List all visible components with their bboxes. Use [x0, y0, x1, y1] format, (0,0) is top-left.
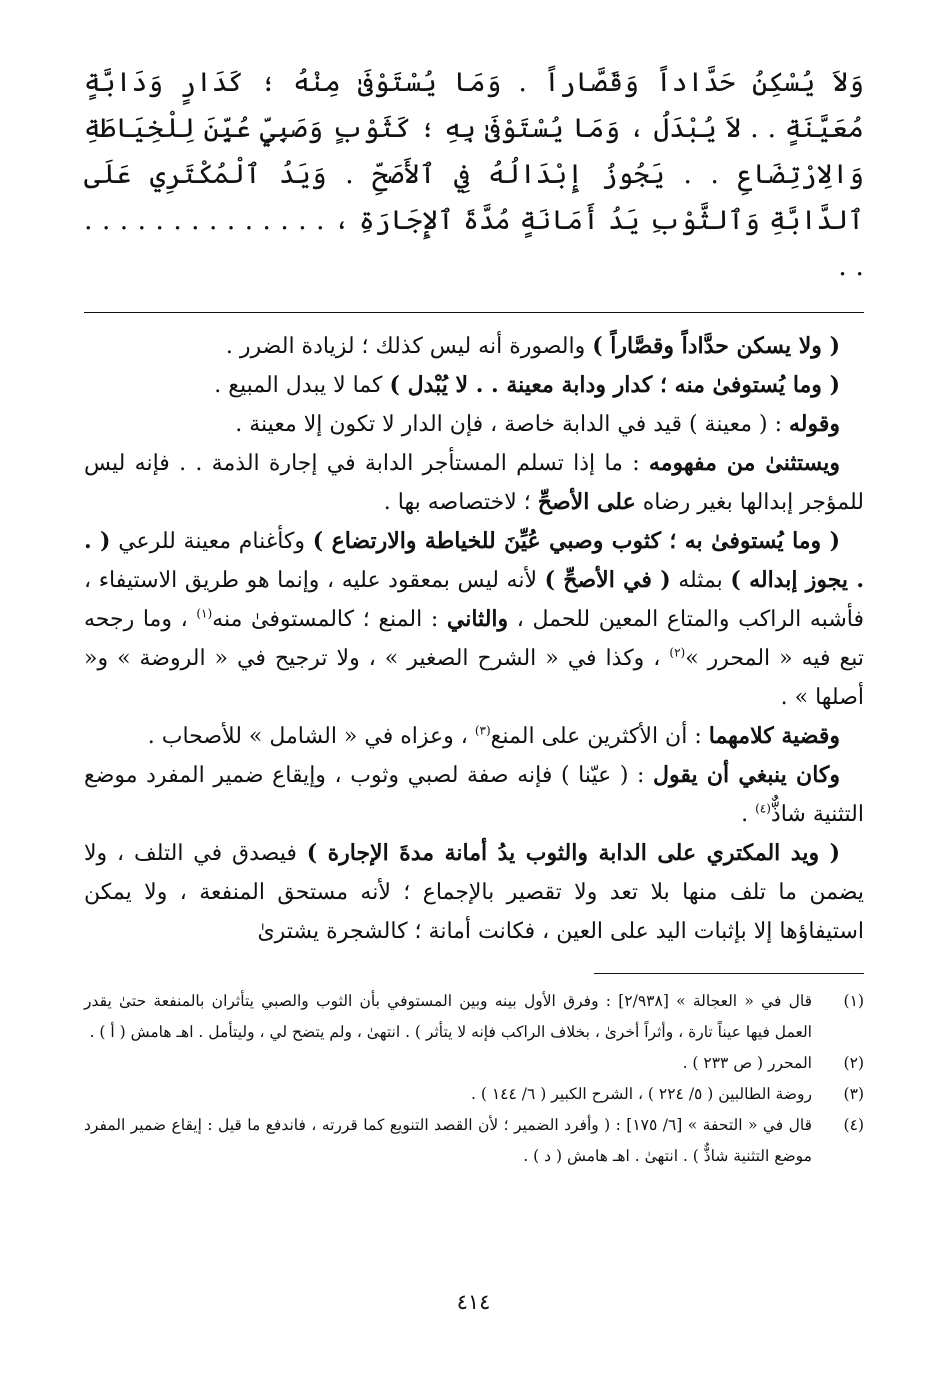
- commentary-text: وكأغنام معينة للرعي: [110, 529, 313, 554]
- footnote-text: قال في « العجالة » [٢/٩٣٨] : وفرق الأول بينه وبين المستوفي بأن الثوب والصبي يتأثران بالمنفعة حتىٰ يقدر العمل فيها عيناً تارة ، وأثراً أخرىٰ ، بخلاف الراكب فإنه لا يتأثر ) . انتهىٰ ، ولم يتضح لي ، وليتأمل . اهـ هامش ( أ ) .: [84, 992, 813, 1041]
- bold-quote: ( وما يُستوفىٰ به ؛ كثوب وصبي عُيِّنَ للخياطة والارتضاع ): [312, 528, 840, 554]
- footnote-separator: [594, 973, 864, 974]
- footnote-ref[interactable]: (٢): [669, 645, 686, 660]
- commentary-text: بمثله: [670, 568, 731, 593]
- bold-quote: وكان ينبغي أن يقول: [653, 762, 841, 788]
- commentary-text: والصورة أنه ليس كذلك ؛ لزيادة الضرر .: [225, 334, 593, 359]
- bold-quote: ( في الأصحِّ ): [544, 567, 671, 593]
- commentary-text: ، وما رجحه تبع فيه « المحرر »: [84, 607, 865, 671]
- bold-quote: على الأصحِّ: [537, 489, 636, 515]
- commentary: [84, 327, 864, 951]
- footnotes: [84, 986, 864, 1172]
- footnote-text: قال في « التحفة » [٦/ ١٧٥] : ( وأفرد الضمير ؛ لأن القصد التنويع كما قررته ، فاندفع ما قيل : إيقاع ضمير المفرد موضع التثنية شاذٌّ ) . انتهىٰ . اهـ هامش ( د ) .: [84, 1116, 813, 1165]
- footnote-ref[interactable]: (٣): [474, 723, 491, 738]
- footnote-text: المحرر ( ص ٢٣٣ ) .: [682, 1054, 812, 1072]
- commentary-paragraph: [84, 366, 864, 405]
- commentary-text: كما لا يبدل المبيع .: [214, 373, 390, 398]
- commentary-text: : ما إذا تسلم المستأجر الدابة في إجارة الذمة . . فإنه ليس للمؤجر إبدالها بغير رضاه: [84, 451, 864, 515]
- bold-quote: وقضية كلامهما: [708, 723, 840, 749]
- commentary-paragraph: [84, 405, 864, 444]
- matn-line: وَلاَ يُسْكِنُ حَدَّاداً وَقَصَّاراً . وَمَا يُسْتَوْفَىٰ مِنْهُ ؛ كَدَارٍ وَدَابَّةٍ مُعَيَّنَةٍ . . لاَ يُبْدَلُ ، وَمَا يُسْتَوْفَىٰ بِهِ ؛ كَثَوْبٍ وَصَبِيٍّ عُيِّنَ لِلْخِيَاطَةِ وَالِارْتِضَاعِ . . يَجُوزُ إِبْدَالُهُ فِي ٱلأَصَحِّ . وَيَدُ ٱلْمُكْتَرِي عَلَى ٱلدَّابَّةِ وَٱلثَّوْبِ يَدُ أَمَانَةٍ مُدَّةَ ٱلإِجَارَةِ ،: [84, 67, 864, 236]
- bold-quote: والثاني: [446, 606, 509, 632]
- commentary-text: ؛ لاختصاصه بها .: [383, 490, 538, 515]
- bold-quote: ( ويد المكتري على الدابة والثوب يدُ أمانة مدةَ الإجارة ): [306, 840, 840, 866]
- commentary-text: : المنع ؛ كالمستوفىٰ منه: [212, 607, 447, 632]
- commentary-text: ، وكذا في « الشرح الصغير » ، ولا ترجيح في « الروضة » و« أصلها » .: [84, 646, 864, 710]
- bold-quote: وقوله: [788, 411, 840, 437]
- page-number: ٤١٤: [456, 1290, 491, 1314]
- commentary-paragraph: [84, 756, 864, 834]
- footnote-item: [84, 1079, 864, 1110]
- footnote-item: [84, 986, 864, 1048]
- bold-quote: ( ولا يسكن حدَّاداً وقصَّاراً ): [592, 333, 840, 359]
- matn-dots: . . . . . . . . . . . . . . . .: [84, 205, 864, 282]
- commentary-text: فيصدق في التلف ، ولا يضمن ما تلف منها بلا تعد ولا تقصير بالإجماع ؛ لأنه مستحق المنفعة ، ولا يمكن استيفاؤها إلا بإثبات اليد على العين ، فكانت أمانة ؛ كالشجرة يشترىٰ: [84, 841, 864, 944]
- commentary-paragraph: [84, 522, 864, 717]
- bold-quote: ويستثنىٰ من مفهومه: [648, 450, 840, 476]
- commentary-paragraph: [84, 327, 864, 366]
- bold-quote: ( . . يجوز إبداله ): [84, 528, 864, 593]
- bold-quote: ( وما يُستوفىٰ منه ؛ كدار ودابة معينة . . لا يُبْدل ): [389, 372, 840, 398]
- footnote-number: (٢): [843, 1054, 864, 1072]
- matn-text: [84, 60, 864, 290]
- commentary-text: .: [741, 802, 756, 827]
- matn-separator: [84, 312, 864, 313]
- commentary-text: لأنه ليس بمعقود عليه ، وإنما هو طريق الاستيفاء ، فأشبه الراكب والمتاع المعين للحمل ،: [84, 568, 864, 632]
- commentary-text: ، وعزاه في « الشامل » للأصحاب .: [147, 724, 475, 749]
- commentary-paragraph: [84, 717, 864, 756]
- commentary-text: : ( عيّنا ) فإنه صفة لصبي وثوب ، وإيقاع ضمير المفرد موضع التثنية شاذٌّ: [84, 763, 864, 827]
- footnote-ref[interactable]: (٤): [755, 801, 771, 816]
- footnote-ref[interactable]: (١): [196, 606, 213, 621]
- footnote-number: (١): [843, 992, 864, 1010]
- commentary-paragraph: [84, 834, 864, 951]
- footnote-number: (٤): [843, 1116, 864, 1134]
- footnote-number: (٣): [843, 1085, 864, 1103]
- commentary-text: : ( معينة ) قيد في الدابة خاصة ، فإن الدار لا تكون إلا معينة .: [235, 412, 789, 437]
- footnote-item: [84, 1048, 864, 1079]
- commentary-paragraph: [84, 444, 864, 522]
- footnote-item: [84, 1110, 864, 1172]
- page-body: [84, 60, 864, 1172]
- footnote-text: روضة الطالبين ( ٥/ ٢٢٤ ) ، الشرح الكبير ( ٦/ ١٤٤ ) .: [471, 1085, 812, 1103]
- commentary-text: : أن الأكثرين على المنع: [490, 724, 709, 749]
